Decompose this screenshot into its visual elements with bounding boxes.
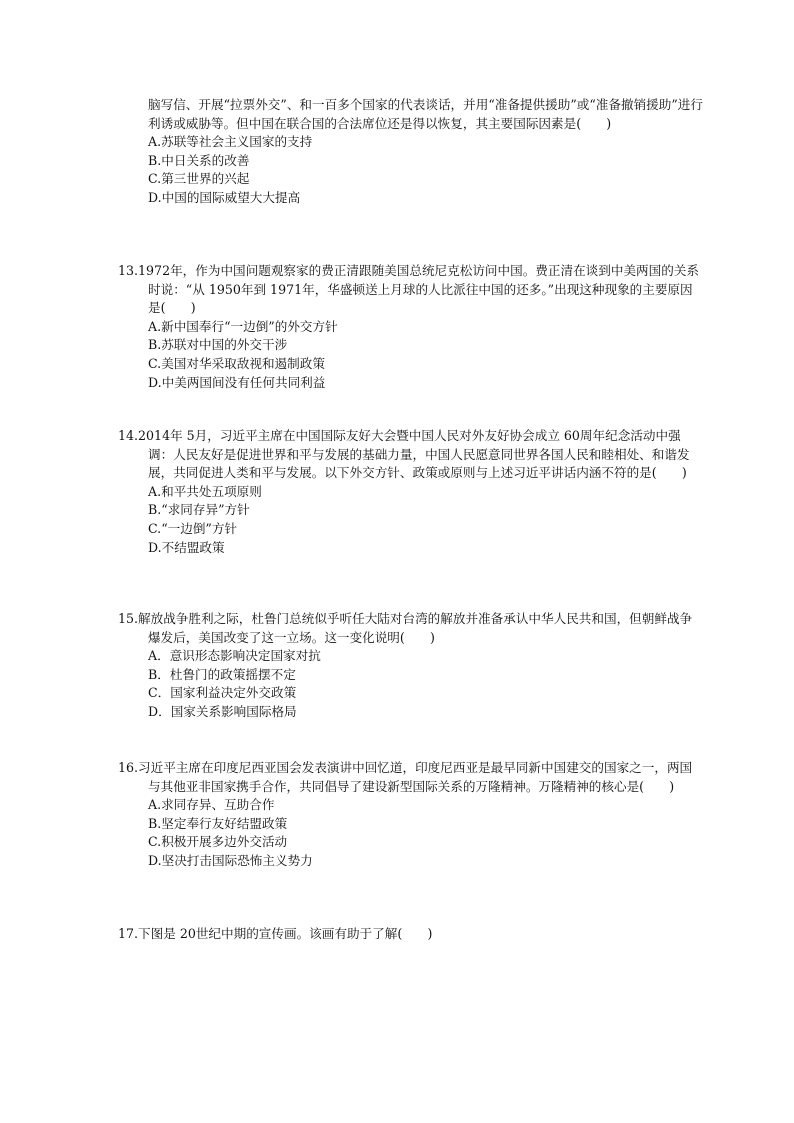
option-c: C.第三世界的兴起 (148, 171, 250, 187)
option-c: C.“一边倒”方针 (148, 520, 238, 536)
option-d: D.不结盟政策 (148, 539, 225, 555)
question-17 (118, 925, 703, 944)
question-stem: 14.2014年 5月，习近平主席在中国国际友好大会暨中国人民对外友好协会成立 60周年纪念活动中强调：人民友好是促进世界和平与发展的基础力量，中国人民愿意同世界各国人民和睦相处、和谐发展，共同促进人类和平与发展。以下外交方针、政策或原则与上述习近平讲话内涵不符的是( ) (118, 428, 690, 481)
question-14 (118, 427, 703, 557)
question-stem: 17.下图是 20世纪中期的宣传画。该画有助于了解( ) (118, 926, 433, 941)
option-list (118, 796, 703, 870)
question-stem: 15.解放战争胜利之际，杜鲁门总统似乎听任大陆对台湾的解放并准备承认中华人民共和国，但朝鲜战争爆发后，美国改变了这一立场。这一变化说明( ) (118, 611, 693, 645)
option-d: D.中美两国间没有任何共同利益 (148, 374, 326, 390)
option-b: B．杜鲁门的政策摇摆不定 (148, 666, 296, 682)
option-a: A.苏联等社会主义国家的支持 (148, 134, 313, 150)
option-a: A.求同存异、互助合作 (148, 797, 275, 813)
option-d: D.坚决打击国际恐怖主义势力 (148, 852, 313, 868)
option-b: B.“求同存异”方针 (148, 502, 250, 518)
option-b: B.苏联对中国的外交干涉 (148, 337, 288, 353)
option-a: A.新中国奉行“一边倒”的外交方针 (148, 318, 338, 334)
option-b: B.中日关系的改善 (148, 152, 250, 168)
option-list (118, 318, 703, 392)
option-c: C.积极开展多边外交活动 (148, 834, 288, 850)
option-d: D.中国的国际威望大大提高 (148, 189, 301, 205)
option-list (118, 647, 703, 721)
question-stem: 13.1972年，作为中国问题观察家的费正清跟随美国总统尼克松访问中国。费正清在谈到中美两国的关系时说：“从 1950年到 1971年，华盛顿送上月球的人比派往中国的还多。”出现这种现象的主要原因是( ) (118, 263, 700, 316)
question-16 (118, 759, 703, 871)
option-list (118, 483, 703, 557)
question-stem: 脑写信、开展“拉票外交”、和一百多个国家的代表谈话，并用“准备提供援助”或“准备撤销援助”进行利诱或威胁等。但中国在联合国的合法席位还是得以恢复，其主要国际因素是( ) (148, 97, 703, 131)
question-13 (118, 262, 703, 392)
option-c: C.美国对华采取敌视和遏制政策 (148, 355, 325, 371)
option-list (118, 133, 703, 207)
option-b: B.坚定奉行友好结盟政策 (148, 815, 288, 831)
question-15 (118, 610, 703, 722)
question-12 (118, 96, 703, 208)
option-a: A．意识形态影响决定国家对抗 (148, 648, 321, 664)
option-a: A.和平共处五项原则 (148, 483, 262, 499)
option-d: D．国家关系影响国际格局 (148, 703, 297, 719)
option-c: C．国家利益决定外交政策 (148, 685, 297, 701)
question-stem: 16.习近平主席在印度尼西亚国会发表演讲中回忆道，印度尼西亚是最早同新中国建交的国家之一，两国与其他亚非国家携手合作，共同倡导了建设新型国际关系的万隆精神。万隆精神的核心是( ) (118, 760, 693, 794)
